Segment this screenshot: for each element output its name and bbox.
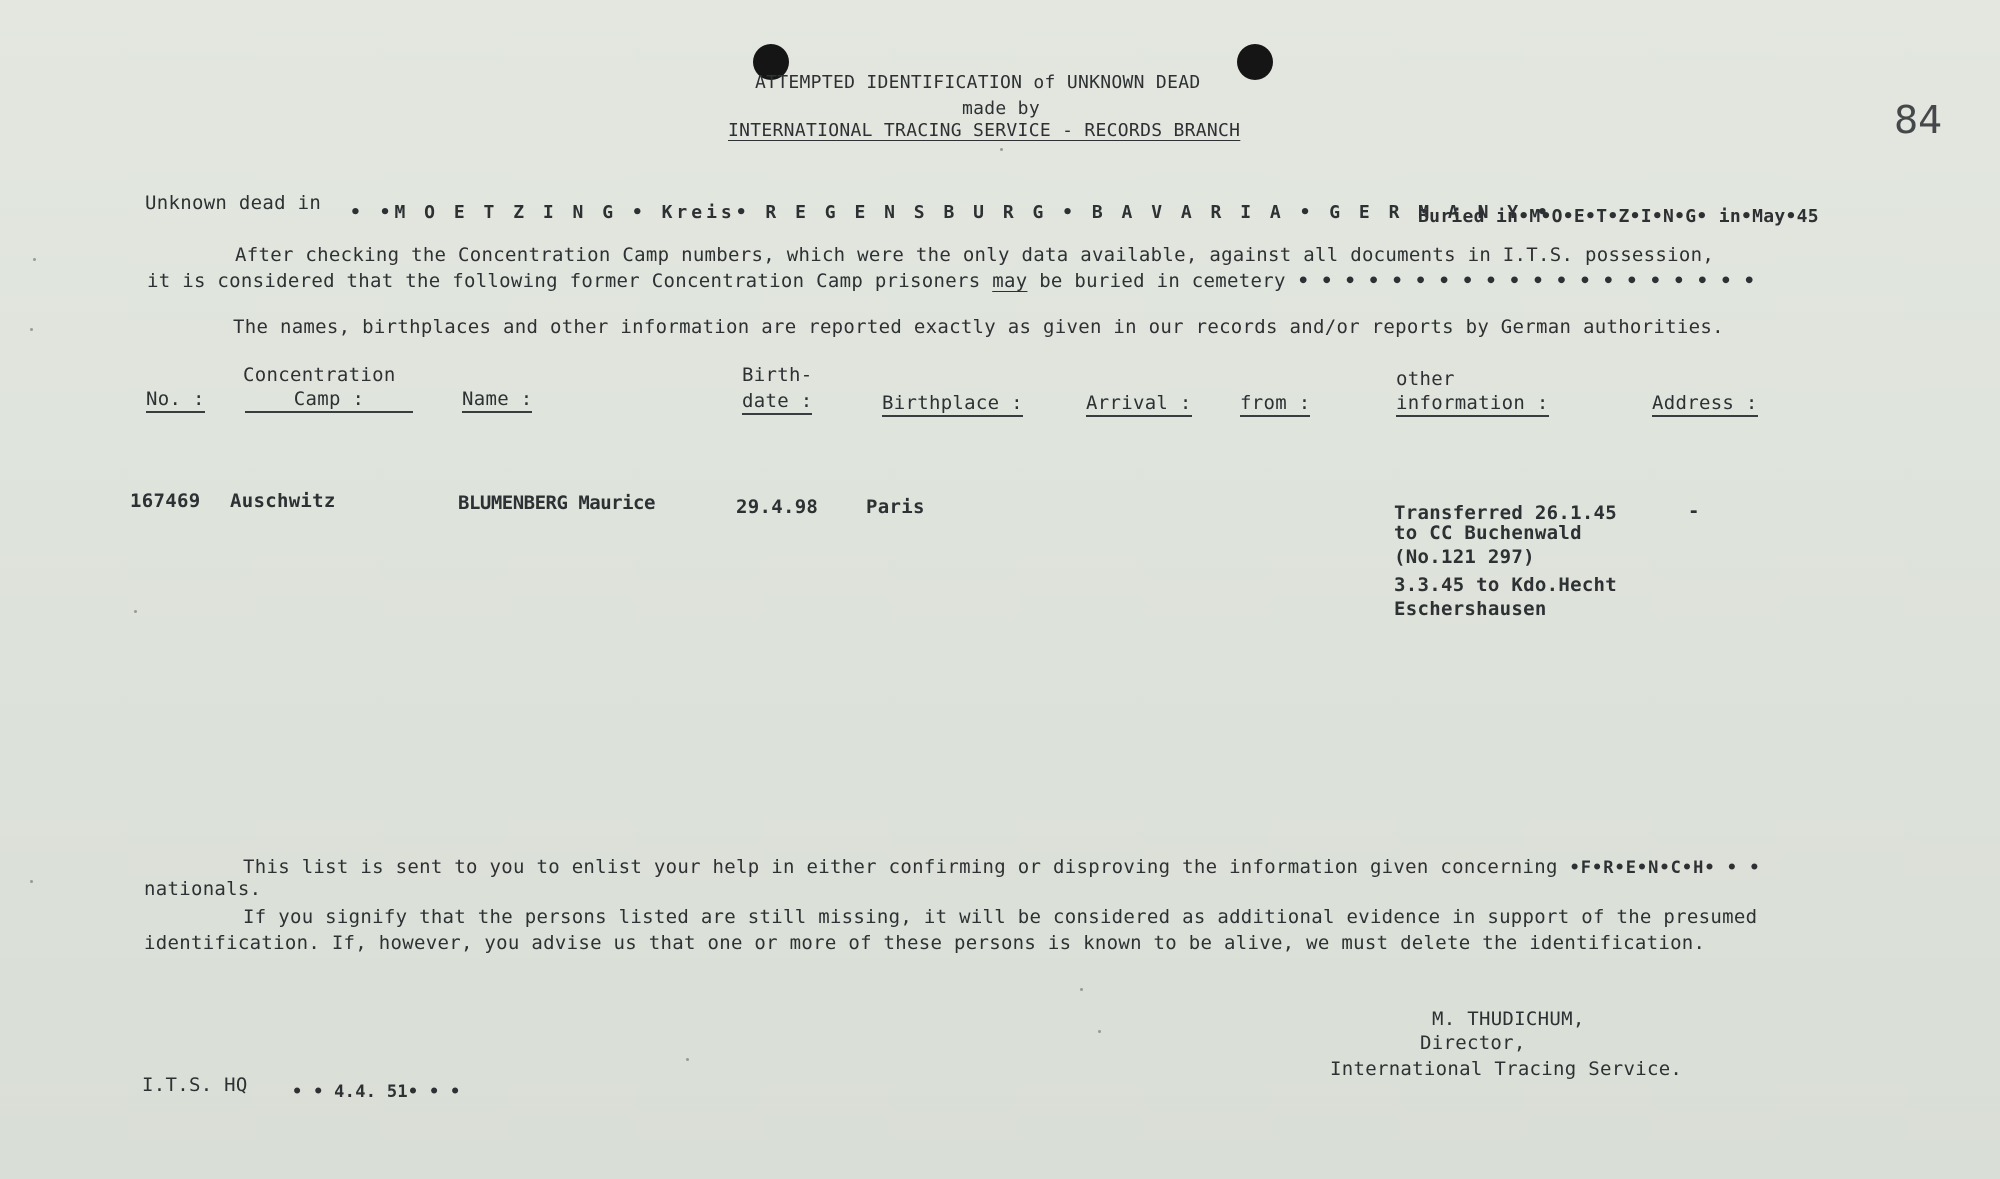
col-header-address: Address :: [1652, 392, 1758, 417]
buried-note: Buried in•M•O•E•T•Z•I•N•G• in•May•45: [1418, 206, 1819, 227]
punch-hole-right: [1237, 44, 1273, 80]
intro-paragraph-line2: [147, 270, 1755, 292]
closing-line-2: nationals.: [144, 878, 262, 900]
intro-paragraph-line1: After checking the Concentration Camp numbers, which were the only data available, against all documents in I.T.S. possession,: [235, 244, 1715, 266]
cell-no: 167469: [130, 490, 201, 512]
paper-speck: [686, 1058, 689, 1061]
footer-date: • • 4.4. 51• • •: [292, 1082, 461, 1102]
intro-line2-start: it is considered that the following former Concentration Camp prisoners: [147, 270, 981, 292]
col-header-other-top: other: [1396, 368, 1455, 390]
closing-line-3: If you signify that the persons listed are still missing, it will be considered as additional evidence in support of the presumed: [243, 906, 1758, 928]
paper-speck: [1080, 988, 1083, 991]
paper-speck: [33, 258, 36, 261]
paper-speck: [1098, 1030, 1101, 1033]
closing-line-4: identification. If, however, you advise us that one or more of these persons is known to be alive, we must delete the identification.: [144, 932, 1706, 954]
intro-dots: • • • • • • • • • • • • • • • • • • • •: [1297, 270, 1756, 292]
cell-other-info-1: Transferred 26.1.45: [1394, 502, 1618, 524]
intro-paragraph-2: The names, birthplaces and other information are reported exactly as given in our records and/or reports by German authorities.: [233, 316, 1724, 338]
page-number: 84: [1894, 98, 1943, 142]
paper-speck: [1000, 148, 1003, 151]
footer-label: I.T.S. HQ: [142, 1074, 248, 1096]
document-subtitle: made by: [962, 98, 1040, 119]
document-title: ATTEMPTED IDENTIFICATION of UNKNOWN DEAD: [755, 72, 1201, 93]
cell-birthplace: Paris: [866, 496, 925, 518]
cell-address: -: [1688, 500, 1700, 522]
cell-name: BLUMENBERG Maurice: [458, 492, 655, 514]
col-header-birthdate: date :: [742, 390, 812, 415]
closing-line-1-text: This list is sent to you to enlist your help in either confirming or disproving the information given concerning: [243, 856, 1558, 878]
cell-other-info-5: Eschershausen: [1394, 598, 1547, 620]
intro-line2-end: be buried in cemetery: [1039, 270, 1286, 292]
burial-place: • •M O E T Z I N G • Kreis• R E G E N S B U R G • B A V A R I A • G E R M A N Y •: [350, 202, 1552, 223]
signature-name: M. THUDICHUM,: [1432, 1008, 1585, 1030]
cell-camp: Auschwitz: [230, 490, 336, 512]
unknown-dead-label: Unknown dead in: [145, 192, 322, 214]
col-header-birth-top: Birth-: [742, 364, 813, 386]
paper-speck: [30, 328, 33, 331]
document-org: INTERNATIONAL TRACING SERVICE - RECORDS BRANCH: [728, 120, 1241, 141]
signature-org: International Tracing Service.: [1330, 1058, 1683, 1080]
col-header-no: No. :: [146, 388, 205, 413]
cell-other-info-4: 3.3.45 to Kdo.Hecht: [1394, 574, 1618, 596]
cell-other-info-2: to CC Buchenwald: [1394, 522, 1582, 544]
col-header-name: Name :: [462, 388, 532, 413]
closing-nationality: •F•R•E•N•C•H• • •: [1569, 858, 1761, 878]
paper-speck: [30, 880, 33, 883]
col-header-from: from :: [1240, 392, 1310, 417]
intro-may: may: [992, 270, 1028, 292]
col-header-birthplace: Birthplace :: [882, 392, 1023, 417]
signature-title: Director,: [1420, 1032, 1526, 1054]
col-header-other: information :: [1396, 392, 1549, 417]
cell-other-info-3: (No.121 297): [1394, 546, 1535, 568]
cell-birthdate: 29.4.98: [736, 496, 819, 518]
closing-line-1: [243, 856, 1761, 878]
col-header-arrival: Arrival :: [1086, 392, 1192, 417]
paper-speck: [134, 610, 137, 613]
col-header-camp-top: Concentration: [243, 364, 396, 386]
col-header-camp: Camp :: [245, 388, 413, 413]
